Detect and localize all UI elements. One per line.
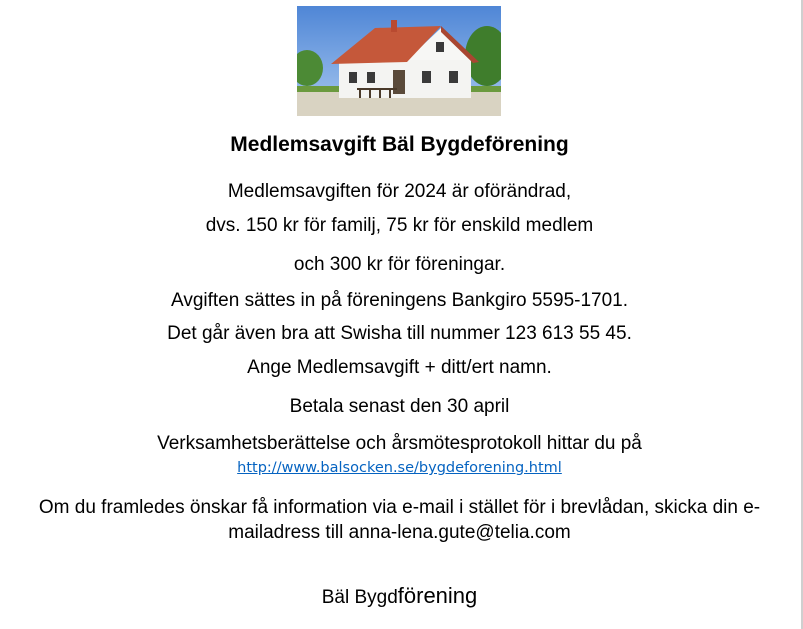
bankgiro-line: Avgiften sättes in på föreningens Bankgiro 5595-1701. <box>170 290 629 311</box>
fee-line-2: dvs. 150 kr för familj, 75 kr för enskild medlem <box>205 215 594 236</box>
fee-line-3: och 300 kr för föreningar. <box>293 254 506 275</box>
link-row <box>0 459 799 477</box>
email-paragraph: Om du framledes önskar få information via e-mail i stället för i brevlådan, skicka din e-mailadress till anna-lena.gute@telia.com <box>38 497 761 543</box>
deadline-line: Betala senast den 30 april <box>289 396 510 417</box>
reports-line: Verksamhetsberättelse och årsmötesprotokoll hittar du på <box>157 433 642 454</box>
reference-line: Ange Medlemsavgift + ditt/ert namn. <box>247 357 552 378</box>
community-house-photo <box>297 6 501 116</box>
footer-part-1: Bäl Bygd <box>321 587 398 608</box>
footer-signature <box>0 583 799 609</box>
swish-line: Det går även bra att Swisha till nummer 123 613 55 45. <box>167 323 632 344</box>
fee-line-1: Medlemsavgiften för 2024 är oförändrad, <box>227 181 572 202</box>
footer-part-2: förening <box>397 583 478 608</box>
page-title: Medlemsavgift Bäl Bygdeförening <box>230 133 569 156</box>
bygdeforening-link[interactable]: http://www.balsocken.se/bygdeforening.html <box>237 460 562 476</box>
